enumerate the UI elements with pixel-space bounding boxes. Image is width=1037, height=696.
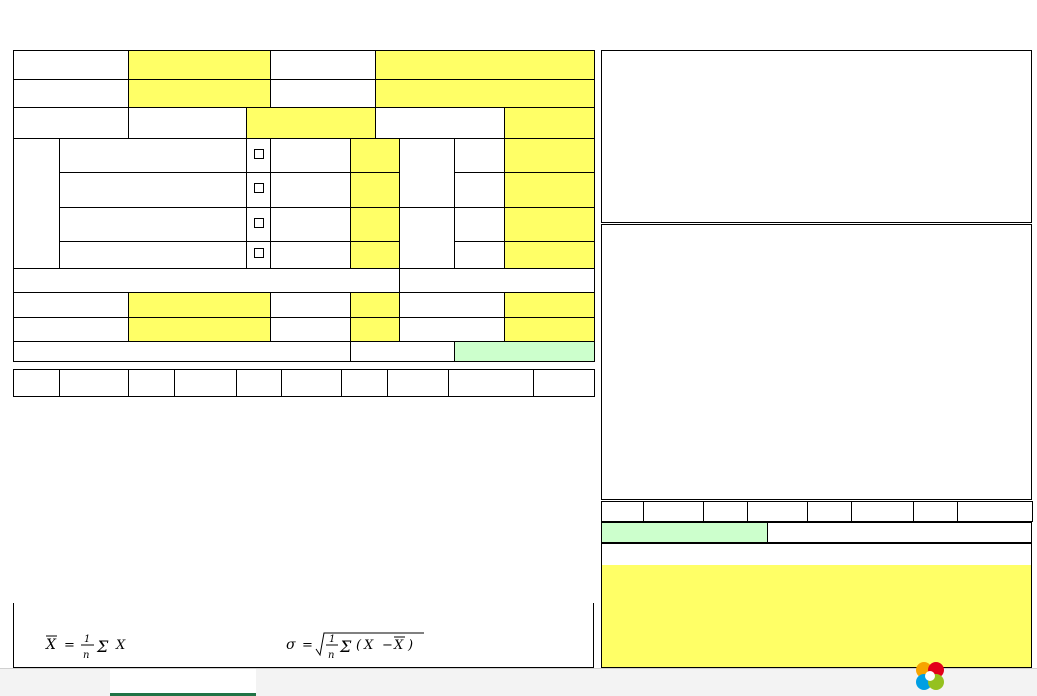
range-label — [271, 293, 351, 318]
continuous-sampling-mark[interactable] — [505, 208, 595, 242]
alternate-sampling-value[interactable] — [505, 242, 595, 269]
t-label — [808, 502, 852, 522]
svg-text:X: X — [46, 637, 56, 653]
gage-no-value[interactable] — [129, 318, 271, 342]
machine-no-value[interactable] — [376, 51, 595, 80]
svg-text:X: X — [116, 638, 126, 653]
reason-checkbox-1[interactable] — [247, 139, 271, 173]
process-description-label — [14, 108, 129, 139]
customer-spec-header — [400, 269, 595, 293]
date-label — [351, 342, 455, 362]
analysis-section — [13, 603, 594, 668]
svg-text:n: n — [83, 650, 90, 661]
reason-option-1 — [60, 139, 247, 173]
process-name-label — [376, 108, 505, 139]
gage-name-value[interactable] — [129, 293, 271, 318]
temp-value[interactable] — [505, 139, 595, 173]
alternate-sampling-label — [455, 242, 505, 269]
svg-text:−: − — [382, 638, 393, 653]
countermeasures-box — [601, 543, 1032, 668]
svg-text:(: ( — [356, 638, 362, 653]
svg-text:σ: σ — [286, 637, 296, 653]
reason-option-4 — [60, 242, 247, 269]
continuous-sampling-label — [455, 208, 505, 242]
mean-formula — [44, 627, 154, 665]
svg-text:X: X — [394, 638, 404, 653]
t-value — [852, 502, 914, 522]
cmk-result-left — [602, 523, 768, 542]
trend-chart-plot — [602, 225, 1031, 499]
upper-tolerance-label — [271, 208, 351, 242]
process-name-value[interactable] — [505, 108, 595, 139]
svg-text:): ) — [408, 638, 414, 653]
part-name-value[interactable] — [129, 80, 271, 108]
data-grid-header — [14, 370, 595, 397]
countermeasures-input[interactable] — [602, 565, 1031, 667]
accuracy-value[interactable] — [351, 318, 400, 342]
nominal-value[interactable] — [351, 173, 400, 208]
cmk-requirement-label — [400, 293, 505, 318]
sigma-usage-label — [400, 318, 505, 342]
lower-tolerance-value[interactable] — [351, 242, 400, 269]
drawing-version-value[interactable] — [376, 80, 595, 108]
dimension-no-label — [271, 139, 351, 173]
data-section-title — [14, 342, 351, 362]
part-name-label — [14, 80, 129, 108]
drawing-version-label — [271, 80, 376, 108]
range-value[interactable] — [351, 293, 400, 318]
humidity-label — [455, 173, 505, 208]
definitions-box — [601, 50, 1032, 223]
data-grid — [13, 369, 595, 397]
xbar-label — [602, 502, 644, 522]
svg-text:=: = — [64, 638, 75, 653]
svg-text:n: n — [328, 650, 335, 661]
measuring-tool-header — [14, 269, 400, 293]
temp-label — [455, 139, 505, 173]
date-value[interactable] — [455, 342, 595, 362]
reason-checkbox-4[interactable] — [247, 242, 271, 269]
sigma-usage-value[interactable] — [505, 318, 595, 342]
process-id-value[interactable] — [247, 108, 376, 139]
humidity-value[interactable] — [505, 173, 595, 208]
reason-option-3 — [60, 208, 247, 242]
trend-chart[interactable] — [601, 224, 1032, 500]
cmk-result-row — [601, 522, 1032, 543]
sheet-tab-cmk-analysis[interactable] — [110, 669, 256, 696]
stats-row — [601, 501, 1033, 522]
reason-side-label — [14, 139, 60, 269]
lower-tolerance-label — [271, 242, 351, 269]
sheet-tab-bar — [0, 668, 1037, 696]
nominal-label — [271, 173, 351, 208]
reason-checkbox-2[interactable] — [247, 173, 271, 208]
sigma-formula — [284, 627, 444, 665]
s-value — [748, 502, 808, 522]
s-label — [704, 502, 748, 522]
svg-text:1: 1 — [329, 634, 336, 645]
gage-no-label — [14, 318, 129, 342]
svg-text:Σ: Σ — [340, 637, 352, 656]
cmk-requirement-value[interactable] — [505, 293, 595, 318]
pinzhi-logo — [908, 655, 1037, 696]
reason-checkbox-3[interactable] — [247, 208, 271, 242]
environment-label — [400, 139, 455, 208]
reason-option-2 — [60, 173, 247, 208]
svg-text:=: = — [302, 638, 313, 653]
machine-name-value[interactable] — [129, 51, 271, 80]
upper-tolerance-value[interactable] — [351, 208, 400, 242]
sampling-method-label — [400, 208, 455, 269]
process-id-label — [129, 108, 247, 139]
gage-name-label — [14, 293, 129, 318]
svg-text:X: X — [364, 638, 374, 653]
machine-name-label — [14, 51, 129, 80]
xbar-value — [644, 502, 704, 522]
logo-flower-icon — [910, 656, 950, 696]
machine-no-label — [271, 51, 376, 80]
epsilon-value — [958, 502, 1033, 522]
cmk-form — [13, 50, 595, 362]
dimension-no-value[interactable] — [351, 139, 400, 173]
svg-text:Σ: Σ — [97, 637, 109, 656]
accuracy-label — [271, 318, 351, 342]
epsilon-label — [914, 502, 958, 522]
svg-text:1: 1 — [84, 634, 91, 645]
